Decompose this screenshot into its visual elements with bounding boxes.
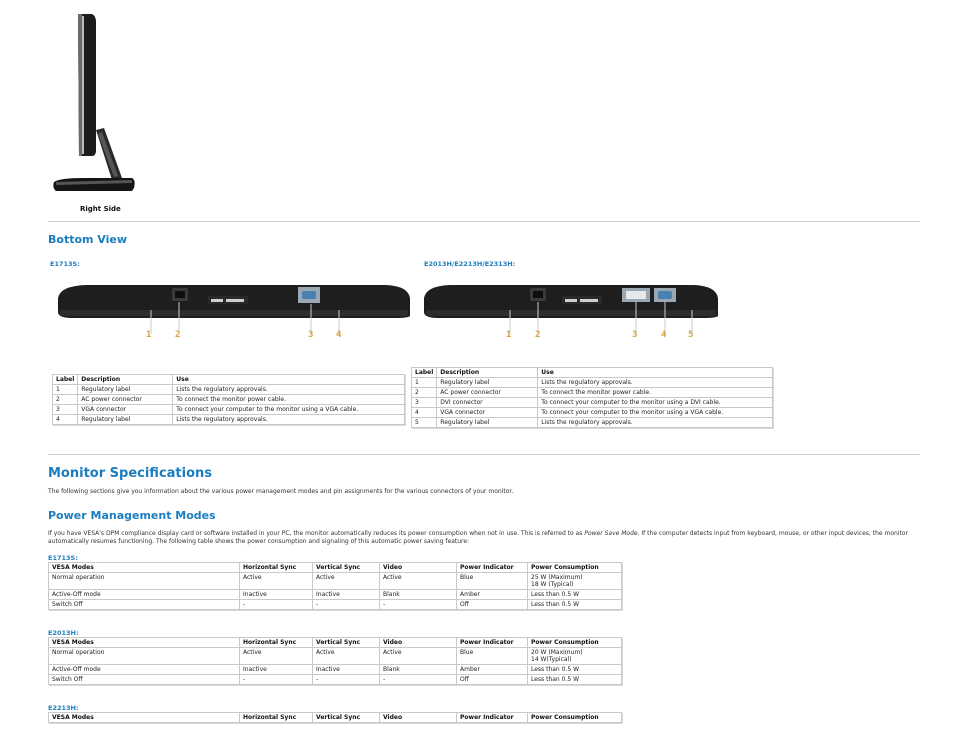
monitor-specifications-heading: Monitor Specifications xyxy=(48,466,213,481)
col-power-consumption: Power Consumption xyxy=(528,638,622,648)
table-header-row xyxy=(412,368,773,378)
power-table-e2013h xyxy=(48,637,622,685)
cell: 3 xyxy=(53,405,78,415)
col-label: Label xyxy=(412,368,437,378)
cell: - xyxy=(240,675,313,685)
col-label: Label xyxy=(53,375,78,385)
table-row xyxy=(412,388,773,398)
divider xyxy=(48,454,920,455)
cell: Less than 0.5 W xyxy=(528,665,622,675)
power-intro-text: . If the computer detects input from keyboard, mouse, or other input devices, the monitor automatically resumes functioning. The following table shows the power consumption and signaling of this automatic power saving feature: xyxy=(48,530,908,545)
cell: - xyxy=(313,675,380,685)
col-use: Use xyxy=(173,375,405,385)
cell: Inactive xyxy=(313,665,380,675)
cell: Active xyxy=(240,573,313,590)
col-horizontal-sync: Horizontal Sync xyxy=(240,713,313,723)
cell: Amber xyxy=(457,590,528,600)
cell: Inactive xyxy=(240,590,313,600)
cell: 5 xyxy=(412,418,437,428)
cell: Active xyxy=(313,648,380,665)
table-row xyxy=(412,398,773,408)
table-row xyxy=(53,415,405,425)
cell: - xyxy=(380,675,457,685)
power-model-e2013h: E2013H: xyxy=(48,629,79,637)
right-side-caption: Right Side xyxy=(80,205,121,213)
callout-right-2: 2 xyxy=(535,330,541,340)
cell: - xyxy=(380,600,457,610)
col-power-consumption: Power Consumption xyxy=(528,713,622,723)
table-row xyxy=(49,590,622,600)
specs-intro: The following sections give you information about the various power management modes and pin assignments for the various connectors of your monitor. xyxy=(48,488,514,495)
bottom-view-image-e2013h xyxy=(422,282,720,344)
col-vesa-modes: VESA Modes xyxy=(49,563,240,573)
cell: - xyxy=(240,600,313,610)
bottom-left-model: E1713S: xyxy=(50,260,80,268)
callout-left-3: 3 xyxy=(308,330,314,340)
table-header-row xyxy=(49,713,622,723)
cell: Regulatory label xyxy=(78,385,173,395)
power-max: 20 W (Maximum) xyxy=(531,649,583,656)
cell: Regulatory label xyxy=(437,418,538,428)
cell: 4 xyxy=(412,408,437,418)
cell: Active-Off mode xyxy=(49,665,240,675)
col-vertical-sync: Vertical Sync xyxy=(313,713,380,723)
cell: Regulatory label xyxy=(437,378,538,388)
callout-right-1: 1 xyxy=(506,330,512,340)
bottom-view-image-e1713s xyxy=(56,282,412,344)
callout-right-5: 5 xyxy=(688,330,694,340)
callout-right-4: 4 xyxy=(661,330,667,340)
right-side-monitor-image xyxy=(52,10,136,196)
cell: To connect the monitor power cable. xyxy=(173,395,405,405)
bottom-view-heading: Bottom View xyxy=(48,233,128,246)
cell: Blank xyxy=(380,665,457,675)
table-row xyxy=(49,600,622,610)
cell: 4 xyxy=(53,415,78,425)
table-row xyxy=(412,418,773,428)
cell: Active-Off mode xyxy=(49,590,240,600)
cell: Normal operation xyxy=(49,573,240,590)
cell: Off xyxy=(457,675,528,685)
power-save-mode-term: Power Save Mode xyxy=(584,530,638,537)
cell: Lists the regulatory approvals. xyxy=(538,378,773,388)
col-description: Description xyxy=(437,368,538,378)
cell: VGA connector xyxy=(78,405,173,415)
table-row xyxy=(49,675,622,685)
cell: 1 xyxy=(53,385,78,395)
power-management-heading: Power Management Modes xyxy=(48,509,216,522)
col-horizontal-sync: Horizontal Sync xyxy=(240,638,313,648)
cell: Active xyxy=(240,648,313,665)
cell: Inactive xyxy=(313,590,380,600)
col-vesa-modes: VESA Modes xyxy=(49,638,240,648)
cell: AC power connector xyxy=(437,388,538,398)
cell: 1 xyxy=(412,378,437,388)
table-row xyxy=(49,665,622,675)
col-power-indicator: Power Indicator xyxy=(457,563,528,573)
bottom-right-model: E2013H/E2213H/E2313H: xyxy=(424,260,516,268)
cell: To connect your computer to the monitor using a VGA cable. xyxy=(538,408,773,418)
cell: VGA connector xyxy=(437,408,538,418)
cell: To connect your computer to the monitor using a DVI cable. xyxy=(538,398,773,408)
col-vertical-sync: Vertical Sync xyxy=(313,563,380,573)
table-row xyxy=(53,385,405,395)
cell xyxy=(528,573,622,590)
table-row xyxy=(49,648,622,665)
callout-left-2: 2 xyxy=(175,330,181,340)
col-power-consumption: Power Consumption xyxy=(528,563,622,573)
cell: Inactive xyxy=(240,665,313,675)
table-header-row xyxy=(49,638,622,648)
table-row xyxy=(53,405,405,415)
bottom-labels-table-e1713s xyxy=(52,374,405,425)
cell: Lists the regulatory approvals. xyxy=(538,418,773,428)
bottom-labels-table-e2013h xyxy=(411,367,773,428)
col-use: Use xyxy=(538,368,773,378)
cell: Amber xyxy=(457,665,528,675)
table-header-row xyxy=(53,375,405,385)
divider xyxy=(48,221,920,222)
cell: Less than 0.5 W xyxy=(528,675,622,685)
col-video: Video xyxy=(380,563,457,573)
cell: Blue xyxy=(457,648,528,665)
cell xyxy=(528,648,622,665)
cell: Normal operation xyxy=(49,648,240,665)
cell: Switch Off xyxy=(49,600,240,610)
col-horizontal-sync: Horizontal Sync xyxy=(240,563,313,573)
col-power-indicator: Power Indicator xyxy=(457,638,528,648)
cell: Lists the regulatory approvals. xyxy=(173,385,405,395)
table-row xyxy=(412,378,773,388)
cell: Active xyxy=(380,573,457,590)
cell: Less than 0.5 W xyxy=(528,590,622,600)
table-row xyxy=(53,395,405,405)
cell: Less than 0.5 W xyxy=(528,600,622,610)
power-model-e2213h: E2213H: xyxy=(48,704,79,712)
table-header-row xyxy=(49,563,622,573)
cell: Active xyxy=(380,648,457,665)
cell: Lists the regulatory approvals. xyxy=(173,415,405,425)
col-video: Video xyxy=(380,713,457,723)
cell: Active xyxy=(313,573,380,590)
cell: 2 xyxy=(412,388,437,398)
power-intro-text: If you have VESA's DPM compliance display card or software installed in your PC, the monitor automatically reduces its power consumption when not in use. This is referred to as xyxy=(48,530,585,537)
cell: Blue xyxy=(457,573,528,590)
power-table-e2213h xyxy=(48,712,622,723)
table-row xyxy=(49,573,622,590)
cell: To connect the monitor power cable. xyxy=(538,388,773,398)
col-vertical-sync: Vertical Sync xyxy=(313,638,380,648)
cell: AC power connector xyxy=(78,395,173,405)
power-max: 25 W (Maximum) xyxy=(531,574,583,581)
power-typical: 14 W(Typical) xyxy=(531,656,572,663)
cell: Blank xyxy=(380,590,457,600)
col-vesa-modes: VESA Modes xyxy=(49,713,240,723)
col-video: Video xyxy=(380,638,457,648)
cell: Off xyxy=(457,600,528,610)
table-row xyxy=(412,408,773,418)
power-typical: 18 W (Typical) xyxy=(531,581,574,588)
cell: To connect your computer to the monitor using a VGA cable. xyxy=(173,405,405,415)
callout-left-1: 1 xyxy=(146,330,152,340)
callout-left-4: 4 xyxy=(336,330,342,340)
cell: DVI connector xyxy=(437,398,538,408)
cell: 3 xyxy=(412,398,437,408)
cell: Switch Off xyxy=(49,675,240,685)
col-description: Description xyxy=(78,375,173,385)
power-intro xyxy=(48,530,908,546)
cell: Regulatory label xyxy=(78,415,173,425)
power-table-e1713s xyxy=(48,562,622,610)
col-power-indicator: Power Indicator xyxy=(457,713,528,723)
cell: 2 xyxy=(53,395,78,405)
cell: - xyxy=(313,600,380,610)
power-model-e1713s: E1713S: xyxy=(48,554,78,562)
callout-right-3: 3 xyxy=(632,330,638,340)
